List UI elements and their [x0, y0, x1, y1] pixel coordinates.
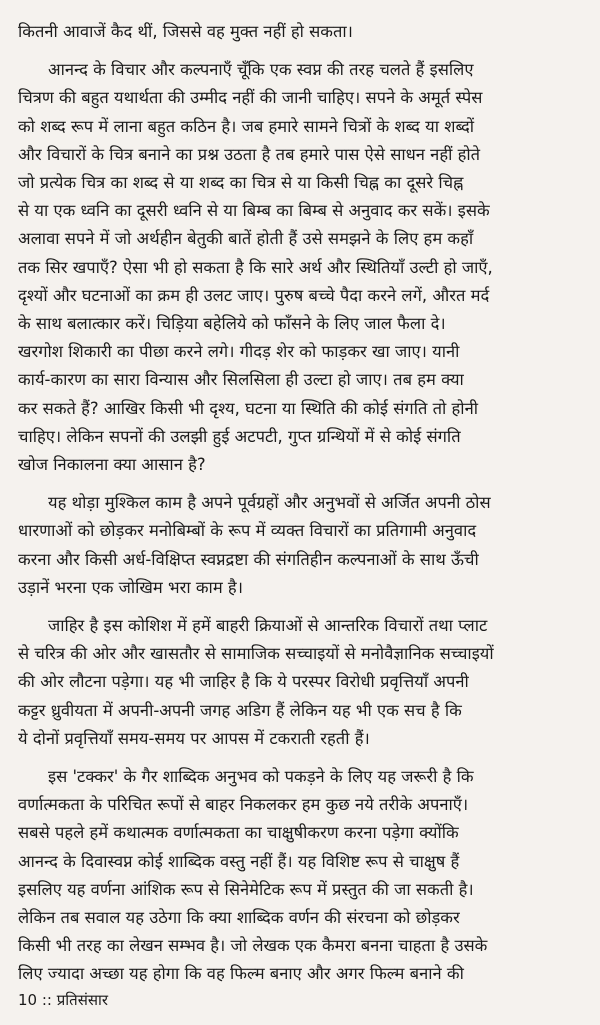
text-line: कट्टर ध्रुवीयता में अपनी-अपनी जगह अडिग हैं लेकिन यह भी एक सच है कि	[18, 700, 462, 720]
text-line: करना और किसी अर्ध-विक्षिप्त स्वप्नद्रष्टा की संगतिहीन कल्पनाओं के साथ ऊँची	[18, 549, 479, 569]
text-line: चाहिए। लेकिन सपनों की उलझी हुई अटपटी, गुप्त ग्रन्थियों में से कोई संगति	[18, 426, 461, 446]
text-line: जाहिर है इस कोशिश में हमें बाहरी क्रियाओं से आन्तरिक विचारों तथा प्लाट	[48, 616, 488, 635]
text-line: लेकिन तब सवाल यह उठेगा कि क्या शाब्दिक वर्णन की संरचना को छोड़कर	[18, 908, 460, 927]
text-line: सबसे पहले हमें कथात्मक वर्णात्मकता का चाक्षुषीकरण करना पड़ेगा क्योंकि	[18, 823, 459, 843]
text-line: इस 'टक्कर' के गैर शाब्दिक अनुभव को पकड़ने के लिए यह जरूरी है कि	[48, 767, 474, 786]
text-line: कर सकते हैं? आखिर किसी भी दृश्य, घटना या स्थिति की कोई संगति तो होनी	[18, 398, 479, 418]
text-line: यह थोड़ा मुश्किल काम है अपने पूर्वग्रहों और अनुभवों से अर्जित अपनी ठोस	[48, 493, 491, 513]
text-line: से चरित्र की ओर और खासतौर से सामाजिक सच्चाइयों से मनोवैज्ञानिक सच्चाइयों	[18, 644, 494, 664]
text-line: के साथ बलात्कार करें। चिड़िया बहेलिये को फाँसने के लिए जाल फैला दे।	[18, 314, 446, 333]
text-line: से या एक ध्वनि का दूसरी ध्वनि से या बिम्ब का बिम्ब से अनुवाद कर सकें। इसके	[18, 201, 490, 221]
text-line: लिए ज्यादा अच्छा यह होगा कि वह फिल्म बनाए और अगर फिल्म बनाने की	[18, 964, 464, 984]
text-line: चित्रण की बहुत यथार्थता की उम्मीद नहीं की जानी चाहिए। सपने के अमूर्त स्पेस	[18, 88, 483, 108]
text-line: आनन्द के दिवास्वप्न कोई शाब्दिक वस्तु नहीं हैं। यह विशिष्ट रूप से चाक्षुष हैं	[18, 851, 460, 871]
text-line: इसलिए यह वर्णना आंशिक रूप से सिनेमेटिक रूप में प्रस्तुत की जा सकती है।	[18, 879, 474, 899]
text-line: की ओर लौटना पड़ेगा। यह भी जाहिर है कि ये परस्पर विरोधी प्रवृत्तियाँ अपनी	[18, 672, 469, 692]
text-line: कितनी आवाजें कैद थीं, जिससे वह मुक्त नहीं हो सकता।	[18, 22, 353, 41]
text-line: किसी भी तरह का लेखन सम्भव है। जो लेखक एक कैमरा बनना चाहता है उसके	[18, 936, 488, 956]
text-line: अलावा सपने में जो अर्थहीन बेतुकी बातें होती हैं उसे समझने के लिए हम कहाँ	[18, 229, 474, 249]
text-line: खोज निकालना क्या आसान है?	[18, 455, 206, 474]
text-line: जो प्रत्येक चित्र का शब्द से या शब्द का चित्र से या किसी चिह्न का दूसरे चिह्न	[18, 173, 464, 192]
text-line: उड़ानें भरना एक जोखिम भरा काम है।	[18, 577, 243, 597]
text-line: तक सिर खपाएँ? ऐसा भी हो सकता है कि सारे अर्थ और स्थितियाँ उल्टी हो जाएँ,	[18, 257, 493, 277]
text-line: ये दोनों प्रवृत्तियाँ समय-समय पर आपस में टकराती रहती हैं।	[18, 728, 370, 748]
text-line: कार्य-कारण का सारा विन्यास और सिलसिला ही उल्टा हो जाए। तब हम क्या	[18, 370, 464, 390]
text-line: खरगोश शिकारी का पीछा करने लगे। गीदड़ शेर को फाड़कर खा जाए। यानी	[18, 342, 460, 362]
text-line: दृश्यों और घटनाओं का क्रम ही उलट जाए। पुरुष बच्चे पैदा करने लगें, औरत मर्द	[18, 285, 490, 305]
page-footer: 10 :: प्रतिसंसार	[18, 991, 109, 1009]
text-line: को शब्द रूप में लाना बहुत कठिन है। जब हमारे सामने चित्रों के शब्द या शब्दों	[18, 116, 474, 136]
text-line: धारणाओं को छोड़कर मनोबिम्बों के रूप में व्यक्त विचारों का प्रतिगामी अनुवाद	[18, 521, 477, 541]
text-line: आनन्द के विचार और कल्पनाएँ चूँकि एक स्वप्न की तरह चलते हैं इसलिए	[48, 60, 474, 80]
text-line: और विचारों के चित्र बनाने का प्रश्न उठता है तब हमारे पास ऐसे साधन नहीं होते	[18, 144, 481, 164]
text-line: वर्णात्मकता के परिचित रूपों से बाहर निकलकर हम कुछ नये तरीके अपनाएँ।	[18, 795, 469, 815]
page-body	[18, 18, 582, 984]
